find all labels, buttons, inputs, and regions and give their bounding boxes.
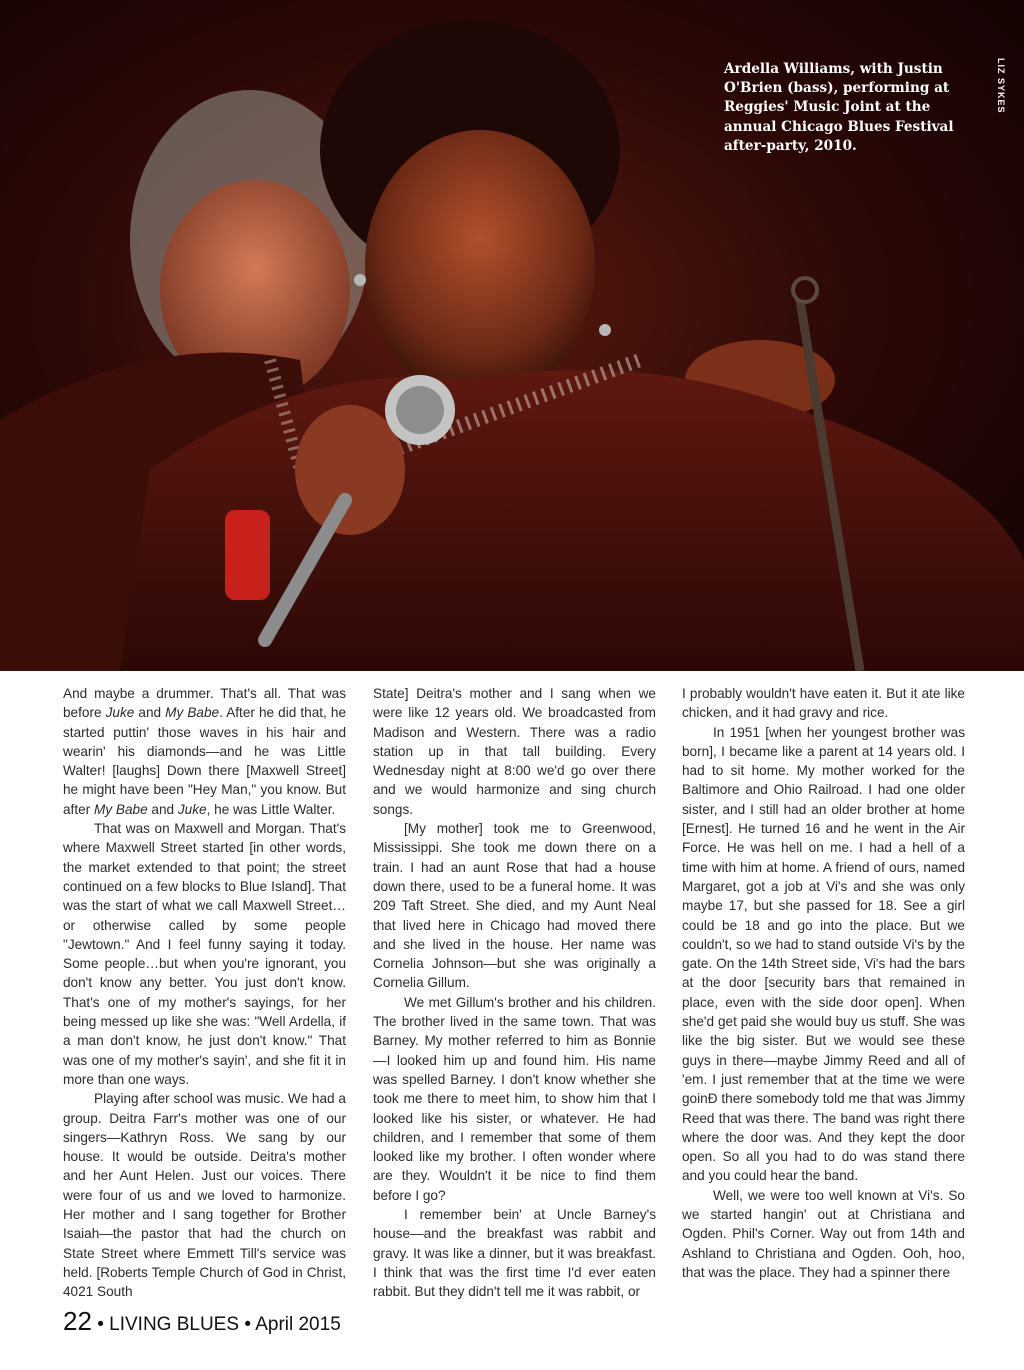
paragraph-text: and [134,705,166,721]
song-title: Juke [105,705,135,721]
cover-photo [0,0,1024,671]
magazine-title: LIVING BLUES [109,1314,240,1335]
article-column-1 [63,684,346,1302]
photo-caption: Ardella Williams, with Justin O'Brien (bass), performing at Reggies' Music Joint at the annual Chicago Blues Festival after-party, 2010. [724,61,954,154]
paragraph-text: [My mother] took me to Greenwood, Mississippi. She took me down there on a train. I had an aunt Rose that had a house down there, used to be a funeral home. It was 209 Taft Street. She died, and my Aunt Neal that lived here in Chicago had moved there and she lived in the house. Her name was Cornelia Johnson—but she was originally a Cornelia Gillum. [373,821,656,991]
song-title: My Babe [165,705,220,721]
article-paragraph [63,819,346,1089]
photo-credit: LIZ SYKES [996,58,1006,114]
footer-bullet: • [97,1314,104,1335]
article-paragraph [682,684,965,723]
paragraph-text: I probably wouldn't have eaten it. But it ate like chicken, and it had gravy and rice. [682,686,965,721]
article-paragraph [682,723,965,1186]
article-paragraph [373,993,656,1205]
footer-bullet: • [244,1314,251,1335]
paragraph-text: I remember bein' at Uncle Barney's house—and the breakfast was rabbit and gravy. It was like a dinner, but it was breakfast. I think that was the first time I'd ever eaten rabbit. But they didn't tell me it was rabbit, or [373,1207,656,1300]
article-paragraph [63,684,346,819]
song-title: My Babe [93,801,148,817]
page-number: 22 [63,1306,92,1336]
paragraph-text: and [147,801,178,817]
article-paragraph [373,1205,656,1301]
article-paragraph [63,1089,346,1301]
paragraph-text: State] Deitra's mother and I sang when we were like 12 years old. We broadcasted from Madison and Western. There was a radio station up in that tall building. Every Wednesday night at 8:00 we'd go over there and we would harmonize and sing church songs. [373,686,656,817]
paragraph-text: . After he did that, he started puttin' those waves in his hair and wearin' his diamonds—and he was Little Walter! [laughs] Down there [Maxwell Street] he might have been "Hey Man," you know. But after [63,705,347,817]
paragraph-text: Well, we were too well known at Vi's. So we started hangin' out at Christiana and Ogden. Phil's Corner. Way out from 14th and Ashland to Christiana and Ogden. Ooh, hoo, that was the place. They had a spinner there [682,1187,965,1280]
paragraph-text: In 1951 [when her youngest brother was born], I became like a parent at 14 years old. I had to sit home. My mother worked for the Baltimore and Ohio Railroad. I had one older sister, and I still had an older brother at home [Ernest]. He turned 16 and he went in the Air Force. He was hell on me. I had a hell of a time with him at home. A friend of ours, named Margaret, got a job at Vi's and she was only maybe 17, but she passed for 18. See a girl could be 18 and go into the place. But we couldn't, so we had to stand outside Vi's by the gate. On the 14th Street side, Vi's had the bars at the door [security bars that remained in place, even with the side door open]. When she'd get paid she would buy us stuff. She was like the big sister. But we would see these guys in there—maybe Jimmy Reed and all of 'em. I just remember that at the time we were goinÐ there somebody told me that was Jimmy Reed that was there. The band was right there where the door was. And they kept the door open. So all you had to do was stand there and you could hear the band. [682,724,965,1184]
song-title: Juke [177,801,207,817]
paragraph-text: And maybe a drummer. That's all. That was before [63,686,346,721]
article-paragraph [373,819,656,993]
page-footer [63,1306,341,1337]
paragraph-text: , he was Little Walter. [206,801,336,817]
article-paragraph [373,684,656,819]
article-paragraph [682,1186,965,1282]
paragraph-text: Playing after school was music. We had a group. Deitra Farr's mother was one of our singers—Kathryn Ross. We sang by our house. It would be outside. Deitra's mother and her Aunt Helen. Just our voices. There were four of us and we loved to harmonize. Her mother and I sang together for Brother Isaiah—the pastor that had the church on State Street where Emmett Till's service was held. [Roberts Temple Church of God in Christ, 4021 South [63,1091,346,1300]
paragraph-text: That was on Maxwell and Morgan. That's where Maxwell Street started [in other words, the market extended to that point; the street continued on a few blocks to Blue Island]. That was the start of what we call Maxwell Street…or otherwise called by some people "Jewtown." And I feel funny saying it today. Some people…but when you're ignorant, you don't know any better. You just don't know. That's one of my mother's sayings, for her being messed up like she was: "Well Ardella, if a man don't know, he just don't know." That was one of my mother's sayin', and she fit it in more than one ways. [63,821,346,1087]
issue-date: April 2015 [255,1314,341,1335]
paragraph-text: We met Gillum's brother and his children. The brother lived in the same town. That was Barney. My mother referred to him as Bonnie—I looked him up and found him. His name was spelled Barney. I don't know whether she took me there to meet him, to show him that I looked like his sister, or whatever. He had children, and I remember that some of them looked like my brother. I often wonder where are they. Wouldn't it be nice to find them before I go? [373,994,656,1203]
article-column-2 [373,684,656,1302]
article-column-3 [682,684,965,1282]
